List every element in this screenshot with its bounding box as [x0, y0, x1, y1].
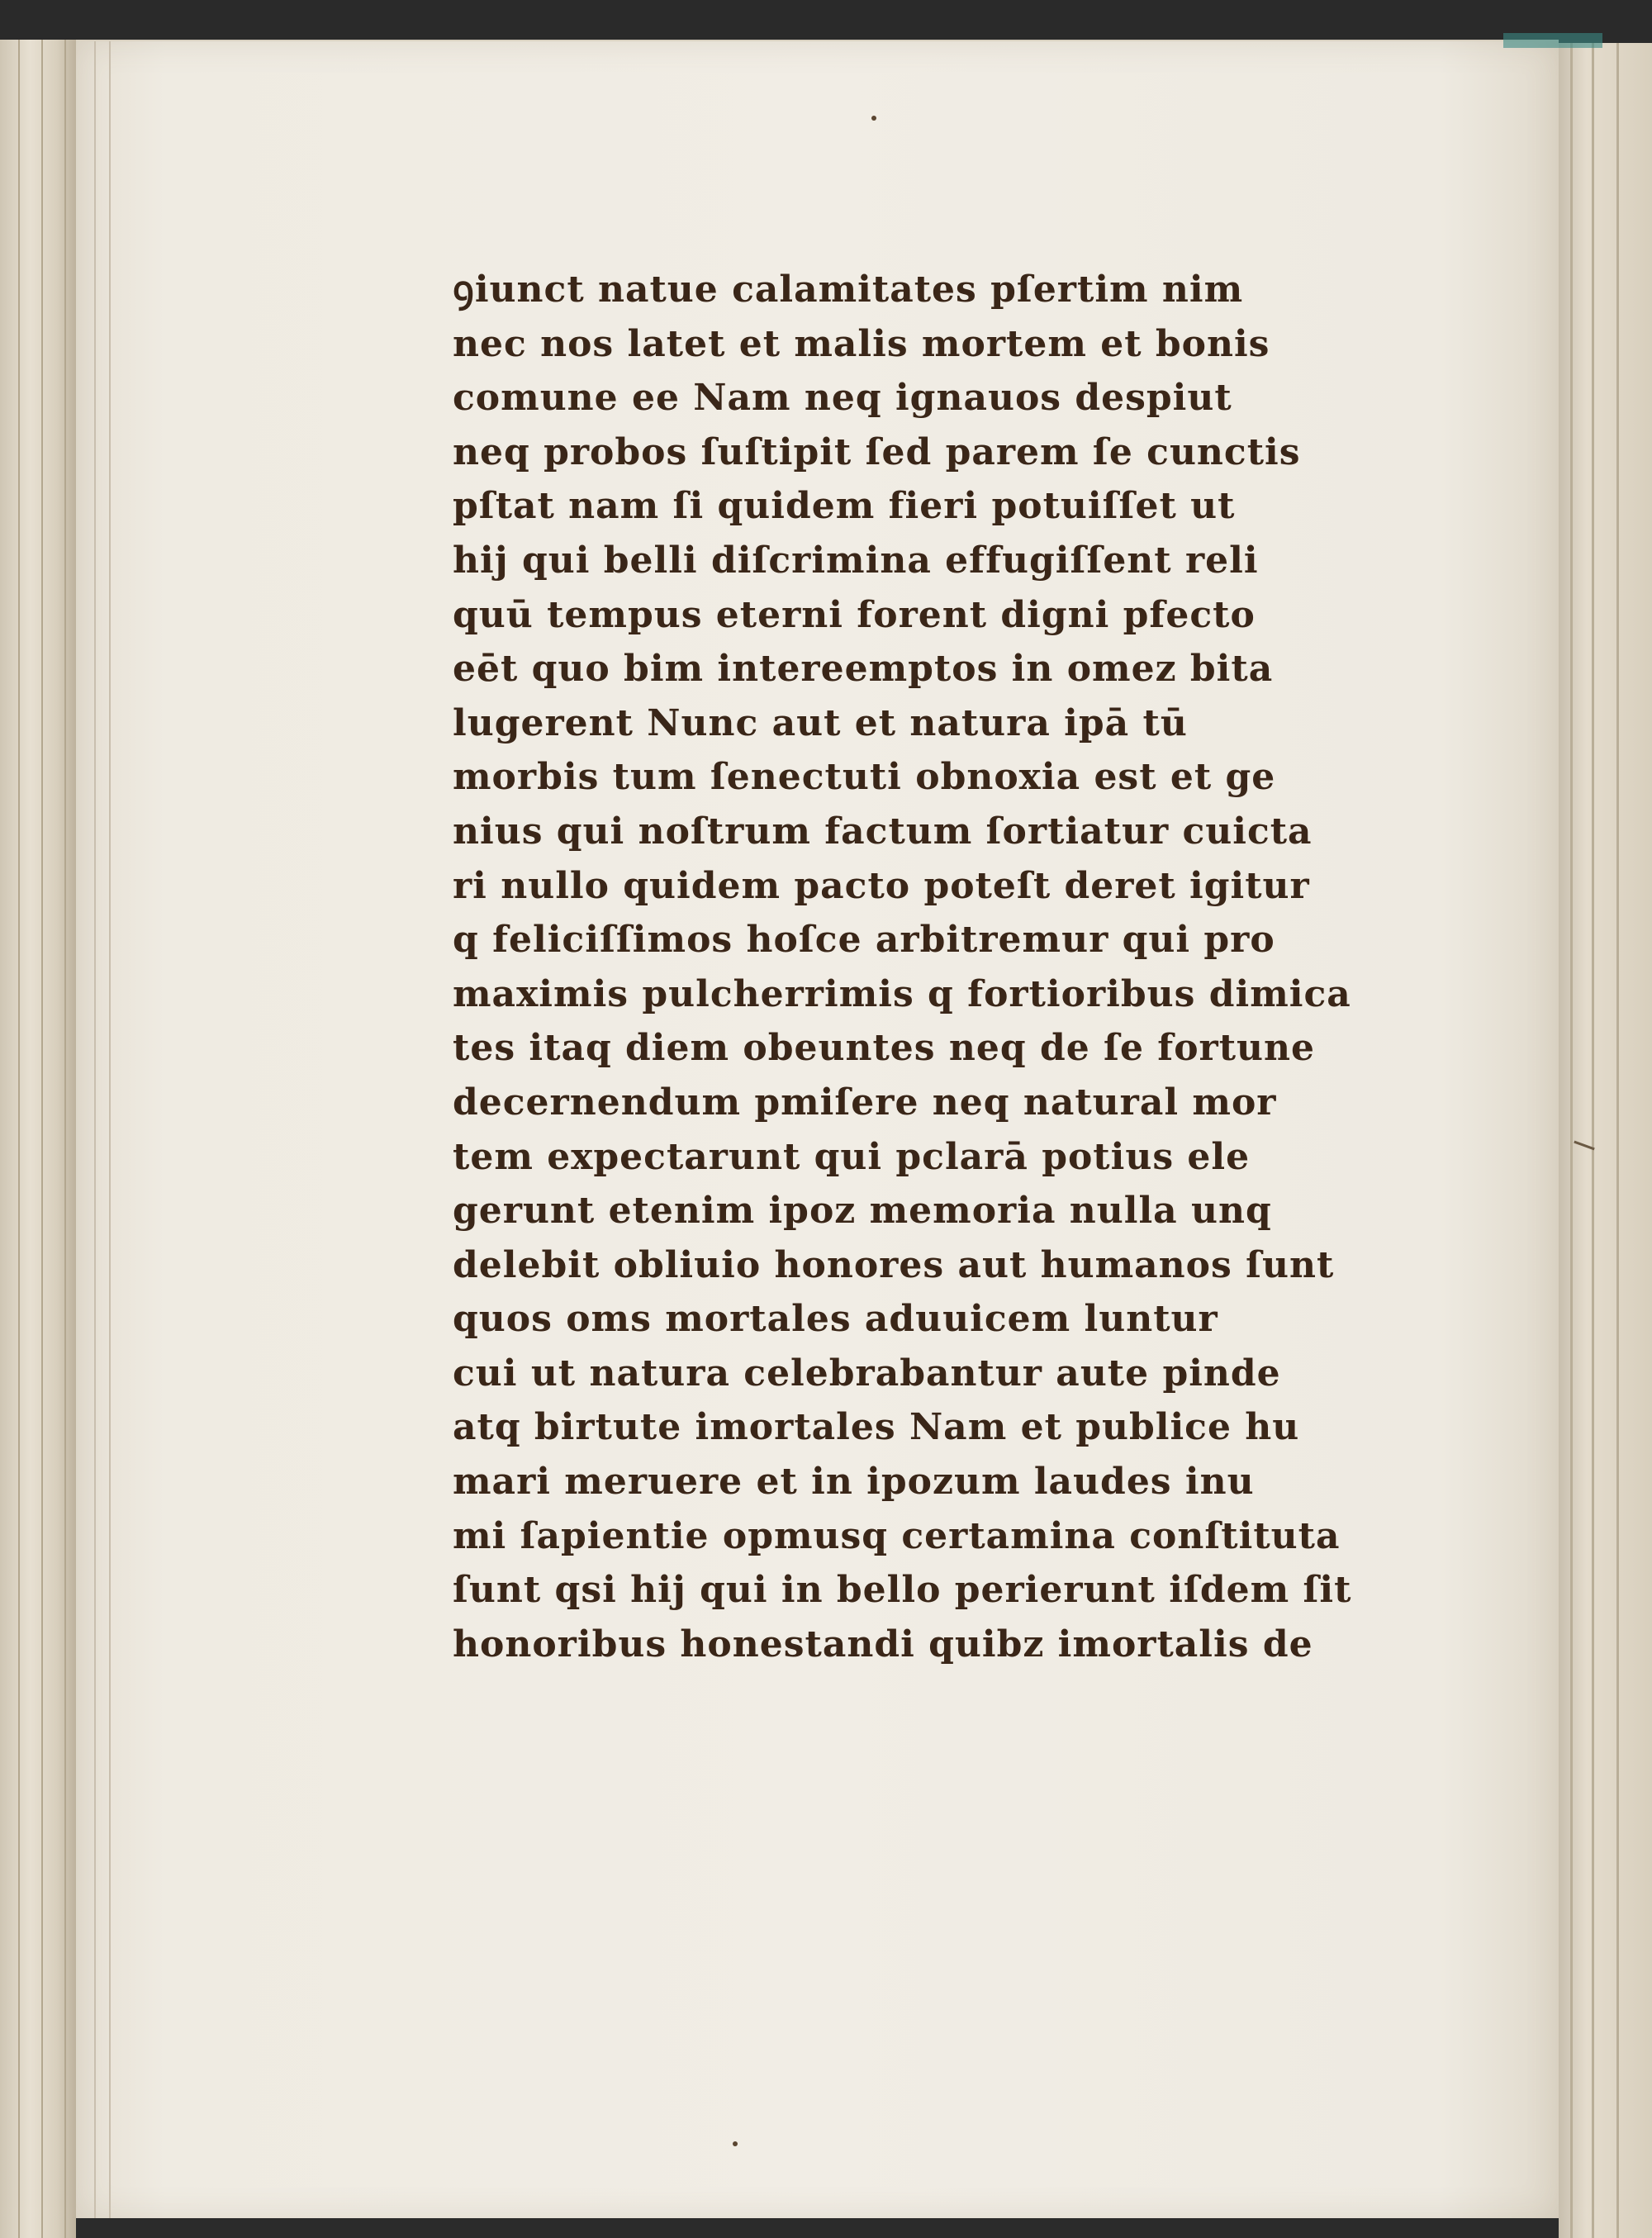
ink-dot	[733, 2141, 738, 2146]
text-line: ꝯiunct natue calamitates pſertim nim	[453, 268, 1244, 311]
right-page-edge	[1559, 43, 1652, 2238]
page-margin-line	[109, 41, 111, 2218]
manuscript-text-block	[453, 263, 1427, 1671]
text-line: pſtat nam ſi quidem fieri potuiſſet ut	[453, 485, 1236, 528]
text-line: eēt quo bim intereemptos in omez bita	[453, 648, 1274, 691]
binding-tab	[1503, 33, 1602, 48]
text-line: nius qui noſtrum factum ſortiatur cuicta	[453, 810, 1313, 853]
left-page-edge	[0, 40, 76, 2238]
text-line: gerunt etenim ipoz memoria nulla unq	[453, 1190, 1272, 1233]
text-line: q feliciſſimos hoſce arbitremur qui pro	[453, 919, 1275, 962]
text-line: ri nullo quidem pacto poteſt deret igitur	[453, 864, 1310, 907]
background-strip	[0, 0, 1652, 40]
text-line: honoribus honestandi quibz imortalis de	[453, 1623, 1313, 1665]
page-edge-line	[1570, 43, 1573, 2238]
text-line: hij qui belli diſcrimina effugiſſent reli	[453, 539, 1259, 582]
text-line: lugerent Nunc aut et natura ipā tū	[453, 701, 1188, 744]
text-line: nec nos latet et malis mortem et bonis	[453, 322, 1270, 365]
manuscript-page	[76, 40, 1559, 2218]
page-edge-line	[41, 40, 43, 2238]
text-line: tem expectarunt qui pclarā potius ele	[453, 1135, 1251, 1178]
text-line: comune ee Nam neq ignauos despiut	[453, 377, 1232, 420]
page-edge-line	[64, 40, 66, 2238]
page-edge-line	[18, 40, 20, 2238]
text-line: ſunt qsi hij qui in bello perierunt iſdem ſit	[453, 1569, 1352, 1612]
text-line: maximis pulcherrimis q fortioribus dimica	[453, 972, 1351, 1015]
ink-dot	[871, 116, 876, 121]
text-line: tes itaq diem obeuntes neq de ſe fortune	[453, 1027, 1316, 1070]
text-line: neq probos ſuſtipit ſed parem ſe cunctis	[453, 430, 1301, 473]
text-line: decernendum pmiſere neq natural mor	[453, 1081, 1277, 1124]
page-edge-line	[1592, 43, 1594, 2238]
text-line: morbis tum ſenectuti obnoxia est et ge	[453, 756, 1276, 799]
text-line: mi ſapientie opmusq certamina conſtituta	[453, 1514, 1341, 1557]
text-line: delebit obliuio honores aut humanos ſunt	[453, 1243, 1335, 1286]
page-margin-line	[94, 41, 96, 2218]
text-line: cui ut natura celebrabantur aute pinde	[453, 1352, 1281, 1395]
text-line: quos oms mortales aduuicem luntur	[453, 1298, 1218, 1341]
text-line: mari meruere et in ipozum laudes inu	[453, 1461, 1255, 1504]
page-edge-line	[1616, 43, 1619, 2238]
text-line: quū tempus eterni forent digni pfecto	[453, 593, 1256, 636]
text-line: atq birtute imortales Nam et publice hu	[453, 1406, 1300, 1449]
